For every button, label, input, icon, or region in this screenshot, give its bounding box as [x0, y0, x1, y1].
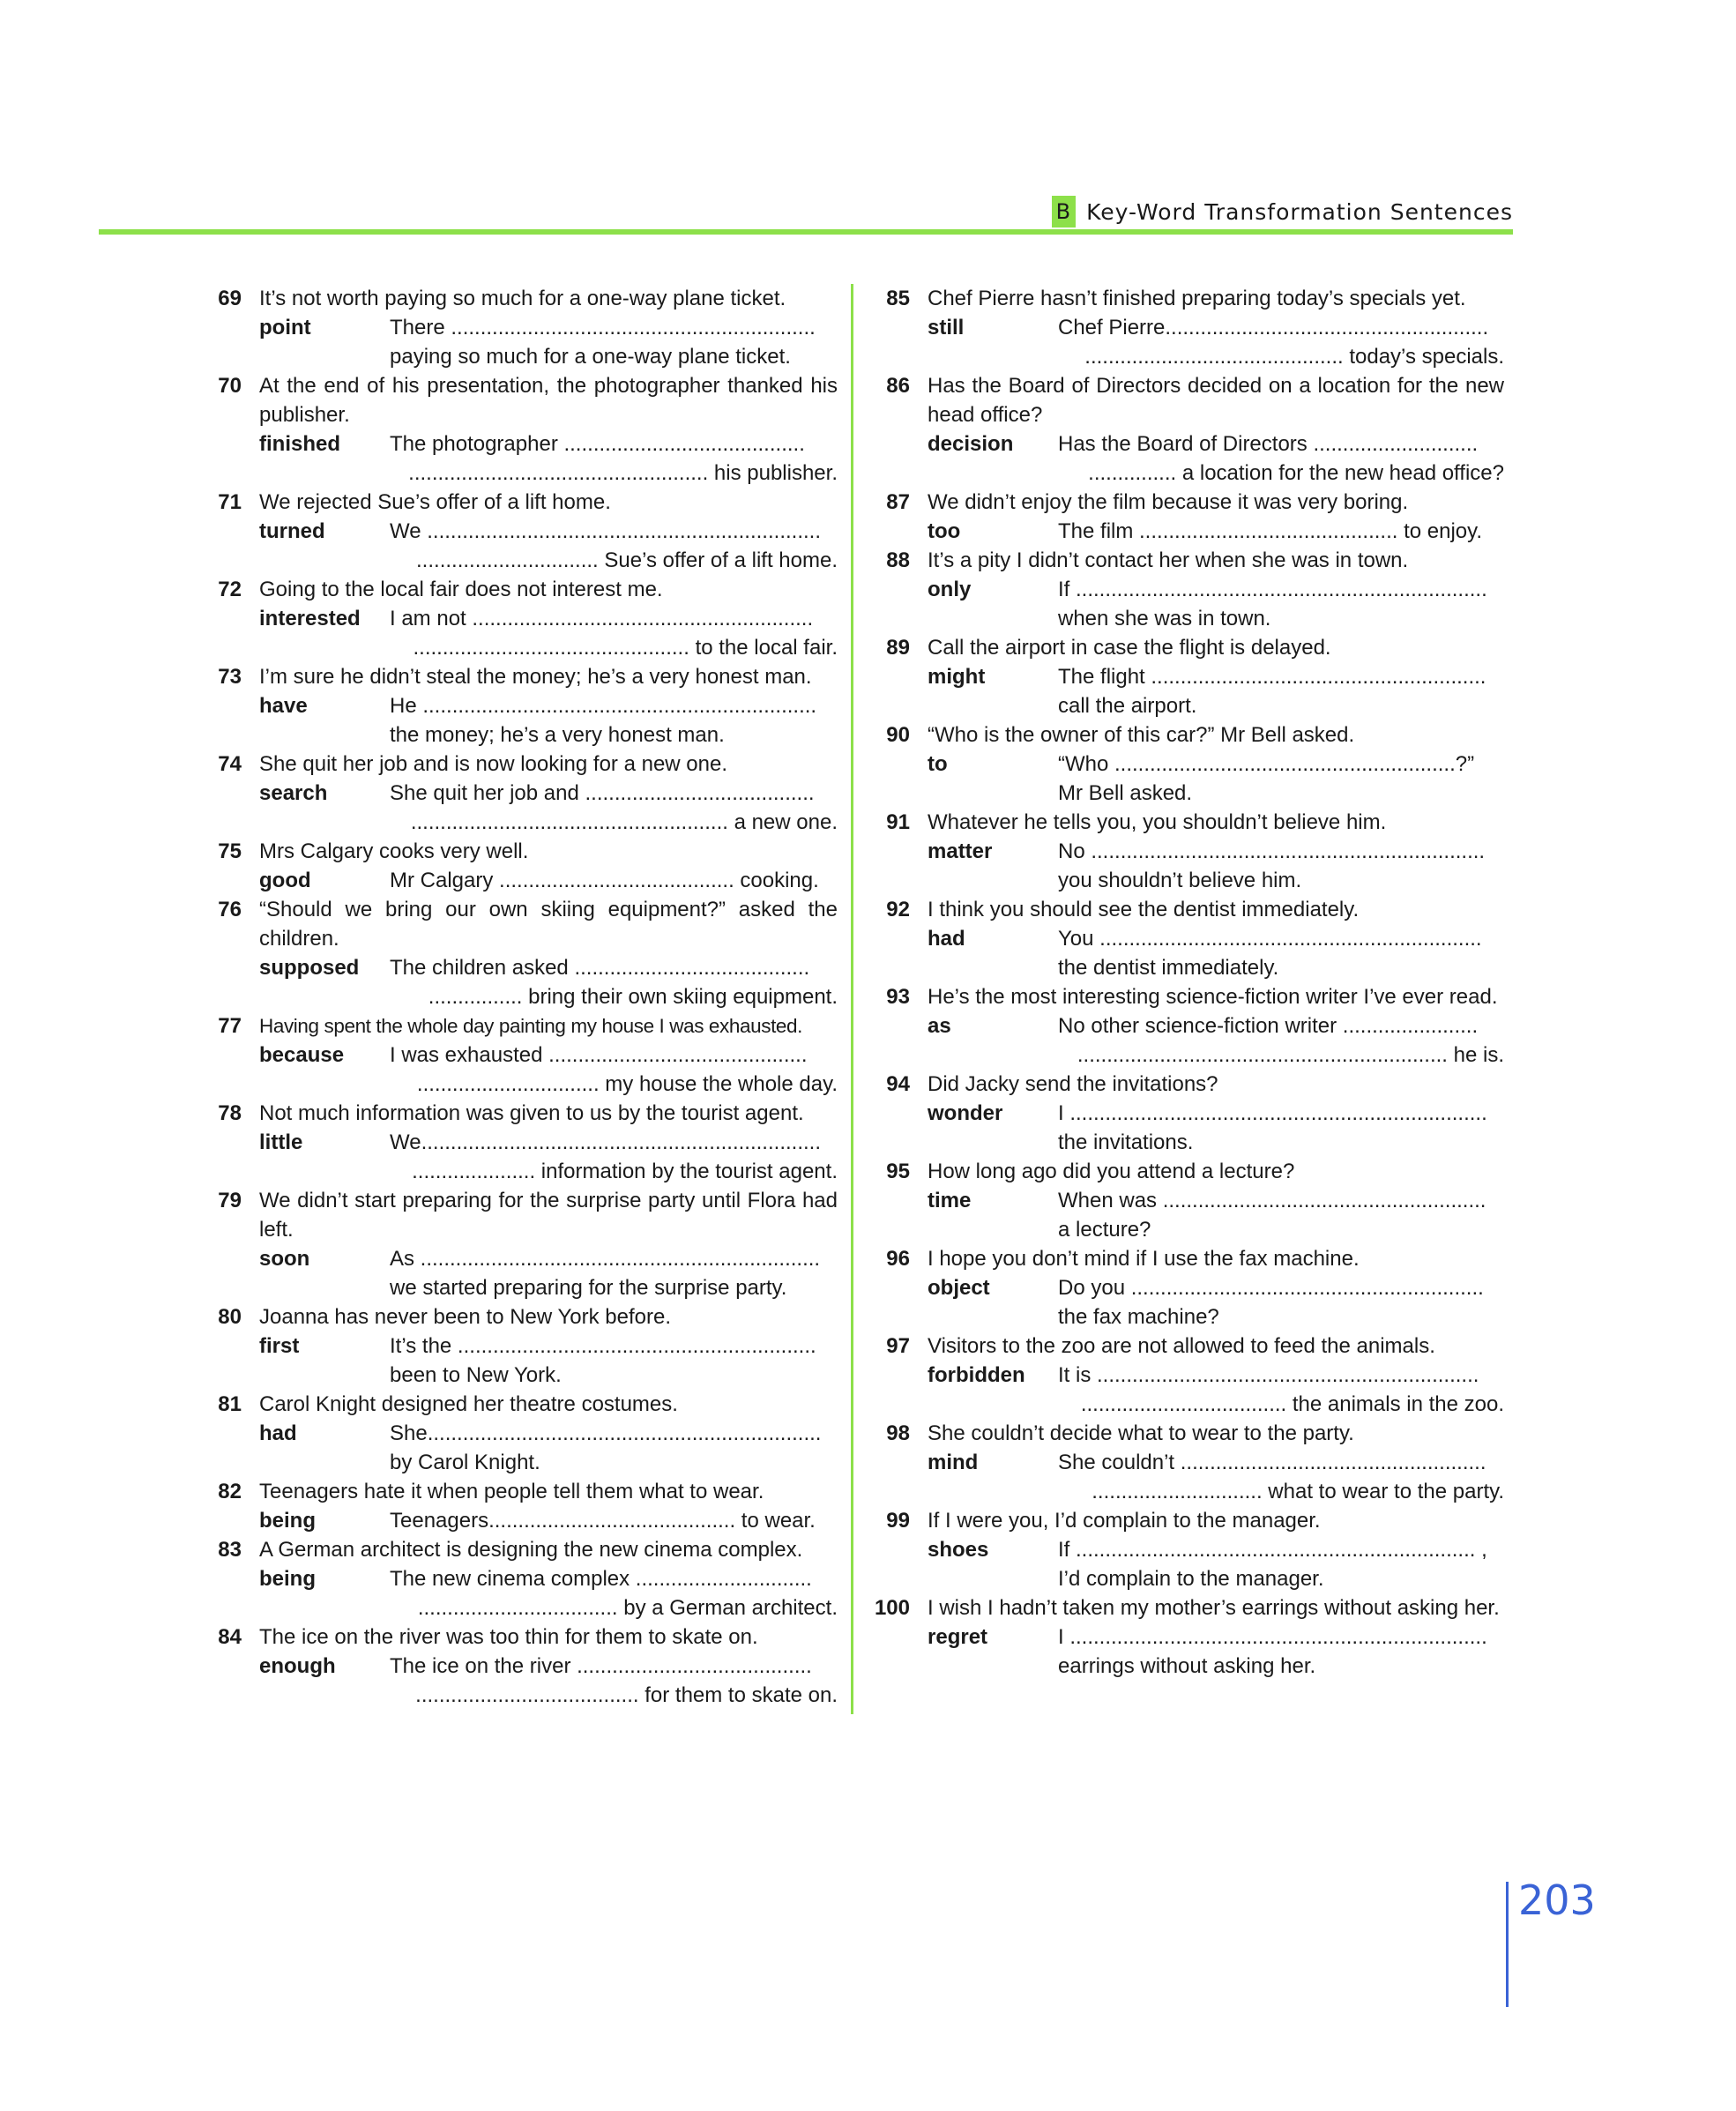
answer-line: ................ bring their own skiing equipment. [428, 985, 838, 1009]
answer-line: ............................. what to wear to the party. [1092, 1480, 1504, 1503]
original-sentence: “Should we bring our own skiing equipment?” asked the children. [259, 898, 838, 951]
answer-line: ............................................................... he is. [1077, 1043, 1504, 1067]
original-sentence: The ice on the river was too thin for them to skate on. [259, 1625, 758, 1649]
exercise-item [871, 1157, 1504, 1244]
answer-lines [390, 1506, 838, 1535]
original-sentence: Mrs Calgary cooks very well. [259, 839, 529, 863]
original-sentence: Having spent the whole day painting my house I was exhausted. [259, 1015, 802, 1037]
transformation-row [928, 1361, 1504, 1419]
answer-lines [390, 429, 838, 488]
answer-line: We ................................................................... [390, 519, 821, 543]
item-number: 98 [886, 1421, 910, 1445]
exercise-item [203, 284, 838, 371]
original-sentence: It’s not worth paying so much for a one-way plane ticket. [259, 287, 786, 310]
key-word: enough [259, 1654, 336, 1678]
answer-line: ..................... information by the tourist agent. [412, 1160, 838, 1183]
exercise-item [203, 1302, 838, 1390]
key-word: had [259, 1421, 297, 1445]
item-number: 95 [886, 1160, 910, 1183]
answer-line: .................................. by a German architect. [417, 1596, 838, 1620]
item-number: 100 [874, 1596, 910, 1620]
answer-lines [390, 691, 838, 750]
item-number: 88 [886, 548, 910, 572]
item-number: 96 [886, 1247, 910, 1271]
key-word: being [259, 1567, 316, 1591]
key-word: to [928, 752, 948, 776]
key-word: had [928, 927, 965, 951]
answer-line: I’d complain to the manager. [1058, 1567, 1324, 1591]
answer-lines [390, 1041, 838, 1099]
key-word: finished [259, 432, 341, 456]
original-sentence: How long ago did you attend a lecture? [928, 1160, 1295, 1183]
key-word: because [259, 1043, 345, 1067]
exercise-item [871, 1419, 1504, 1506]
transformation-row [928, 1186, 1504, 1244]
item-number: 83 [218, 1538, 242, 1562]
answer-lines [390, 1331, 838, 1390]
original-sentence: Call the airport in case the flight is delayed. [928, 636, 1331, 660]
answer-line: been to New York. [390, 1363, 562, 1387]
item-number: 82 [218, 1480, 242, 1503]
exercise-item [203, 895, 838, 1011]
answer-line: Mr Bell asked. [1058, 781, 1193, 805]
key-word: mind [928, 1451, 979, 1474]
key-word: supposed [259, 956, 360, 980]
original-sentence: I hope you don’t mind if I use the fax machine. [928, 1247, 1360, 1271]
key-word: little [259, 1130, 303, 1154]
answer-line: the fax machine? [1058, 1305, 1219, 1329]
transformation-row [259, 1244, 838, 1302]
key-word: point [259, 316, 311, 339]
answer-line: He ................................................................... [390, 694, 817, 718]
section-title: Key-Word Transformation Sentences [1086, 198, 1513, 225]
key-word: have [259, 694, 308, 718]
answer-lines [1058, 429, 1504, 488]
exercise-item [203, 662, 838, 750]
answer-line: Has the Board of Directors ............................ [1058, 432, 1479, 456]
answer-line: the money; he’s a very honest man. [390, 723, 725, 747]
exercise-item [203, 750, 838, 837]
transformation-row [259, 604, 838, 662]
original-sentence: It’s a pity I didn’t contact her when she was in town. [928, 548, 1409, 572]
key-word: might [928, 665, 986, 689]
item-number: 80 [218, 1305, 242, 1329]
page-number-rule [1506, 1882, 1509, 2007]
exercise-item [871, 1506, 1504, 1593]
key-word: too [928, 519, 961, 543]
answer-line: by Carol Knight. [390, 1451, 540, 1474]
key-word: forbidden [928, 1363, 1025, 1387]
item-number: 84 [218, 1625, 242, 1649]
exercise-item [203, 1477, 838, 1535]
left-column [203, 284, 838, 1710]
answer-line: She couldn’t .................................................... [1058, 1451, 1486, 1474]
original-sentence: We didn’t enjoy the film because it was very boring. [928, 490, 1409, 514]
original-sentence: I think you should see the dentist immediately. [928, 898, 1360, 921]
answer-line: The children asked ........................................ [390, 956, 810, 980]
answer-line: the invitations. [1058, 1130, 1194, 1154]
original-sentence: She quit her job and is now looking for a new one. [259, 752, 728, 776]
transformation-row [928, 1622, 1504, 1681]
answer-line: If ...................................................................... [1058, 578, 1487, 601]
key-word: good [259, 869, 311, 892]
exercise-item [871, 1244, 1504, 1331]
exercise-item [203, 371, 838, 488]
answer-line: ............................................ today’s specials. [1084, 345, 1504, 369]
exercise-item [203, 1099, 838, 1186]
original-sentence: “Who is the owner of this car?” Mr Bell asked. [928, 723, 1355, 747]
exercise-item [203, 1011, 838, 1099]
item-number: 92 [886, 898, 910, 921]
section-letter-badge: B [1052, 196, 1076, 228]
original-sentence: Visitors to the zoo are not allowed to feed the animals. [928, 1334, 1435, 1358]
transformation-row [928, 1273, 1504, 1331]
answer-line: I ....................................................................... [1058, 1101, 1487, 1125]
answer-lines [390, 1652, 838, 1710]
item-number: 99 [886, 1509, 910, 1533]
exercise-item [871, 546, 1504, 633]
original-sentence: Teenagers hate it when people tell them what to wear. [259, 1480, 764, 1503]
original-sentence: At the end of his presentation, the photographer thanked his publisher. [259, 374, 838, 427]
page-number: 203 [1518, 1876, 1596, 1924]
original-sentence: Chef Pierre hasn’t finished preparing today’s specials yet. [928, 287, 1466, 310]
exercise-item [203, 1390, 838, 1477]
answer-lines [1058, 662, 1504, 720]
transformation-row [259, 1041, 838, 1099]
key-word: first [259, 1334, 300, 1358]
original-sentence: Joanna has never been to New York before. [259, 1305, 671, 1329]
item-number: 75 [218, 839, 242, 863]
transformation-row [259, 429, 838, 488]
key-word: as [928, 1014, 951, 1038]
answer-line: You ................................................................. [1058, 927, 1482, 951]
exercise-item [871, 982, 1504, 1070]
exercise-item [203, 837, 838, 895]
transformation-row [259, 1506, 838, 1535]
key-word: shoes [928, 1538, 989, 1562]
exercise-item [871, 808, 1504, 895]
answer-line: Chef Pierre....................................................... [1058, 316, 1489, 339]
answer-line: ............................... Sue’s offer of a lift home. [416, 548, 838, 572]
answer-line: The ice on the river ........................................ [390, 1654, 812, 1678]
original-sentence: If I were you, I’d complain to the manager. [928, 1509, 1321, 1533]
answer-lines [1058, 313, 1504, 371]
original-sentence: Whatever he tells you, you shouldn’t believe him. [928, 810, 1387, 834]
answer-line: No ................................................................... [1058, 839, 1486, 863]
exercise-item [203, 575, 838, 662]
transformation-row [259, 691, 838, 750]
original-sentence: We rejected Sue’s offer of a lift home. [259, 490, 611, 514]
transformation-row [928, 575, 1504, 633]
answer-line: If .................................................................... , [1058, 1538, 1487, 1562]
key-word: decision [928, 432, 1014, 456]
original-sentence: He’s the most interesting science-fiction writer I’ve ever read. [928, 985, 1498, 1009]
answer-line: ............................................... to the local fair. [413, 636, 838, 660]
answer-lines [1058, 1186, 1504, 1244]
answer-lines [1058, 1622, 1504, 1681]
answer-line: ................................................... his publisher. [408, 461, 838, 485]
transformation-row [259, 1652, 838, 1710]
answer-line: Teenagers.......................................... to wear. [390, 1509, 816, 1533]
answer-lines [1058, 750, 1504, 808]
exercise-item [871, 1070, 1504, 1157]
key-word: wonder [928, 1101, 1003, 1125]
answer-line: The new cinema complex .............................. [390, 1567, 812, 1591]
key-word: soon [259, 1247, 310, 1271]
item-number: 78 [218, 1101, 242, 1125]
answer-line: She................................................................... [390, 1421, 822, 1445]
answer-line: As .................................................................... [390, 1247, 821, 1271]
original-sentence: Has the Board of Directors decided on a location for the new head office? [928, 374, 1504, 427]
answer-line: ...................................... for them to skate on. [415, 1683, 838, 1707]
answer-line: I am not .......................................................... [390, 607, 814, 630]
key-word: turned [259, 519, 325, 543]
key-word: regret [928, 1625, 988, 1649]
exercise-item [203, 1535, 838, 1622]
transformation-row [928, 1099, 1504, 1157]
answer-line: ................................... the animals in the zoo. [1080, 1392, 1504, 1416]
key-word: matter [928, 839, 993, 863]
answer-line: we started preparing for the surprise party. [390, 1276, 787, 1300]
answer-line: It is ................................................................. [1058, 1363, 1479, 1387]
answer-lines [1058, 1011, 1504, 1070]
original-sentence: I’m sure he didn’t steal the money; he’s a very honest man. [259, 665, 812, 689]
transformation-row [928, 429, 1504, 488]
answer-line: The film ............................................ to enjoy. [1058, 519, 1483, 543]
item-number: 76 [218, 898, 242, 921]
exercise-item [871, 633, 1504, 720]
answer-line: a lecture? [1058, 1218, 1151, 1242]
answer-line: earrings without asking her. [1058, 1654, 1316, 1678]
key-word: being [259, 1509, 316, 1533]
answer-lines [390, 604, 838, 662]
exercise-item [871, 720, 1504, 808]
key-word: only [928, 578, 972, 601]
original-sentence: Not much information was given to us by the tourist agent. [259, 1101, 804, 1125]
original-sentence: A German architect is designing the new cinema complex. [259, 1538, 803, 1562]
exercise-item [871, 284, 1504, 371]
answer-line: Do you ............................................................ [1058, 1276, 1484, 1300]
item-number: 97 [886, 1334, 910, 1358]
answer-line: When was ....................................................... [1058, 1189, 1486, 1212]
answer-line: The flight ......................................................... [1058, 665, 1486, 689]
exercise-item [871, 371, 1504, 488]
answer-lines [1058, 575, 1504, 633]
transformation-row [259, 1564, 838, 1622]
answer-line: I was exhausted ............................................ [390, 1043, 808, 1067]
answer-line: Mr Calgary ........................................ cooking. [390, 869, 819, 892]
answer-lines [390, 866, 838, 895]
answer-lines [1058, 517, 1504, 546]
answer-lines [1058, 1273, 1504, 1331]
answer-lines [390, 1128, 838, 1186]
column-divider [851, 284, 853, 1714]
item-number: 86 [886, 374, 910, 398]
original-sentence: Did Jacky send the invitations? [928, 1072, 1218, 1096]
answer-line: No other science-fiction writer ....................... [1058, 1014, 1479, 1038]
answer-line: the dentist immediately. [1058, 956, 1279, 980]
key-word: interested [259, 607, 361, 630]
section-heading [1052, 196, 1513, 228]
answer-line: I ....................................................................... [1058, 1625, 1487, 1649]
answer-line: ............................... my house the whole day. [416, 1072, 838, 1096]
answer-line: ...................................................... a new one. [410, 810, 838, 834]
item-number: 89 [886, 636, 910, 660]
transformation-row [259, 866, 838, 895]
original-sentence: She couldn’t decide what to wear to the party. [928, 1421, 1354, 1445]
item-number: 79 [218, 1189, 242, 1212]
answer-line: when she was in town. [1058, 607, 1271, 630]
transformation-row [259, 313, 838, 371]
item-number: 90 [886, 723, 910, 747]
answer-line: She quit her job and ....................................... [390, 781, 815, 805]
transformation-row [928, 924, 1504, 982]
key-word: object [928, 1276, 990, 1300]
item-number: 69 [218, 287, 242, 310]
original-sentence: We didn’t start preparing for the surprise party until Flora had left. [259, 1189, 838, 1242]
exercise-item [203, 488, 838, 575]
answer-line: call the airport. [1058, 694, 1197, 718]
transformation-row [928, 662, 1504, 720]
transformation-row [928, 1535, 1504, 1593]
transformation-row [259, 1419, 838, 1477]
answer-lines [1058, 1361, 1504, 1419]
key-word: still [928, 316, 965, 339]
answer-lines [1058, 1448, 1504, 1506]
item-number: 94 [886, 1072, 910, 1096]
right-column [871, 284, 1504, 1681]
answer-lines [390, 1419, 838, 1477]
key-word: time [928, 1189, 972, 1212]
transformation-row [259, 779, 838, 837]
transformation-row [259, 1128, 838, 1186]
item-number: 74 [218, 752, 242, 776]
transformation-row [259, 953, 838, 1011]
original-sentence: I wish I hadn’t taken my mother’s earrings without asking her. [928, 1596, 1500, 1620]
transformation-row [928, 837, 1504, 895]
item-number: 85 [886, 287, 910, 310]
item-number: 81 [218, 1392, 242, 1416]
answer-lines [390, 517, 838, 575]
answer-lines [390, 313, 838, 371]
item-number: 91 [886, 810, 910, 834]
answer-line: “Who ..........................................................?” [1058, 752, 1475, 776]
exercise-item [871, 1593, 1504, 1681]
answer-lines [390, 1244, 838, 1302]
answer-line: The photographer ......................................... [390, 432, 805, 456]
original-sentence: Going to the local fair does not interest me. [259, 578, 663, 601]
answer-line: It’s the ............................................................. [390, 1334, 816, 1358]
original-sentence: Carol Knight designed her theatre costumes. [259, 1392, 678, 1416]
exercise-item [203, 1622, 838, 1710]
transformation-row [928, 313, 1504, 371]
item-number: 87 [886, 490, 910, 514]
answer-line: There .............................................................. [390, 316, 816, 339]
transformation-row [259, 517, 838, 575]
item-number: 71 [218, 490, 242, 514]
answer-lines [390, 1564, 838, 1622]
item-number: 93 [886, 985, 910, 1009]
exercise-item [203, 1186, 838, 1302]
answer-lines [390, 953, 838, 1011]
transformation-row [928, 1011, 1504, 1070]
exercise-item [871, 1331, 1504, 1419]
item-number: 77 [218, 1014, 242, 1038]
answer-lines [1058, 1099, 1504, 1157]
answer-line: you shouldn’t believe him. [1058, 869, 1302, 892]
header-rule [99, 229, 1513, 235]
answer-line: We.................................................................... [390, 1130, 821, 1154]
answer-lines [1058, 924, 1504, 982]
transformation-row [928, 1448, 1504, 1506]
answer-line: ............... a location for the new head office? [1088, 461, 1504, 485]
transformation-row [928, 750, 1504, 808]
answer-lines [1058, 837, 1504, 895]
key-word: search [259, 781, 328, 805]
item-number: 73 [218, 665, 242, 689]
transformation-row [259, 1331, 838, 1390]
answer-line: paying so much for a one-way plane ticket. [390, 345, 791, 369]
answer-lines [1058, 1535, 1504, 1593]
answer-lines [390, 779, 838, 837]
transformation-row [928, 517, 1504, 546]
item-number: 70 [218, 374, 242, 398]
exercise-item [871, 895, 1504, 982]
exercise-item [871, 488, 1504, 546]
item-number: 72 [218, 578, 242, 601]
page-header [99, 192, 1513, 235]
